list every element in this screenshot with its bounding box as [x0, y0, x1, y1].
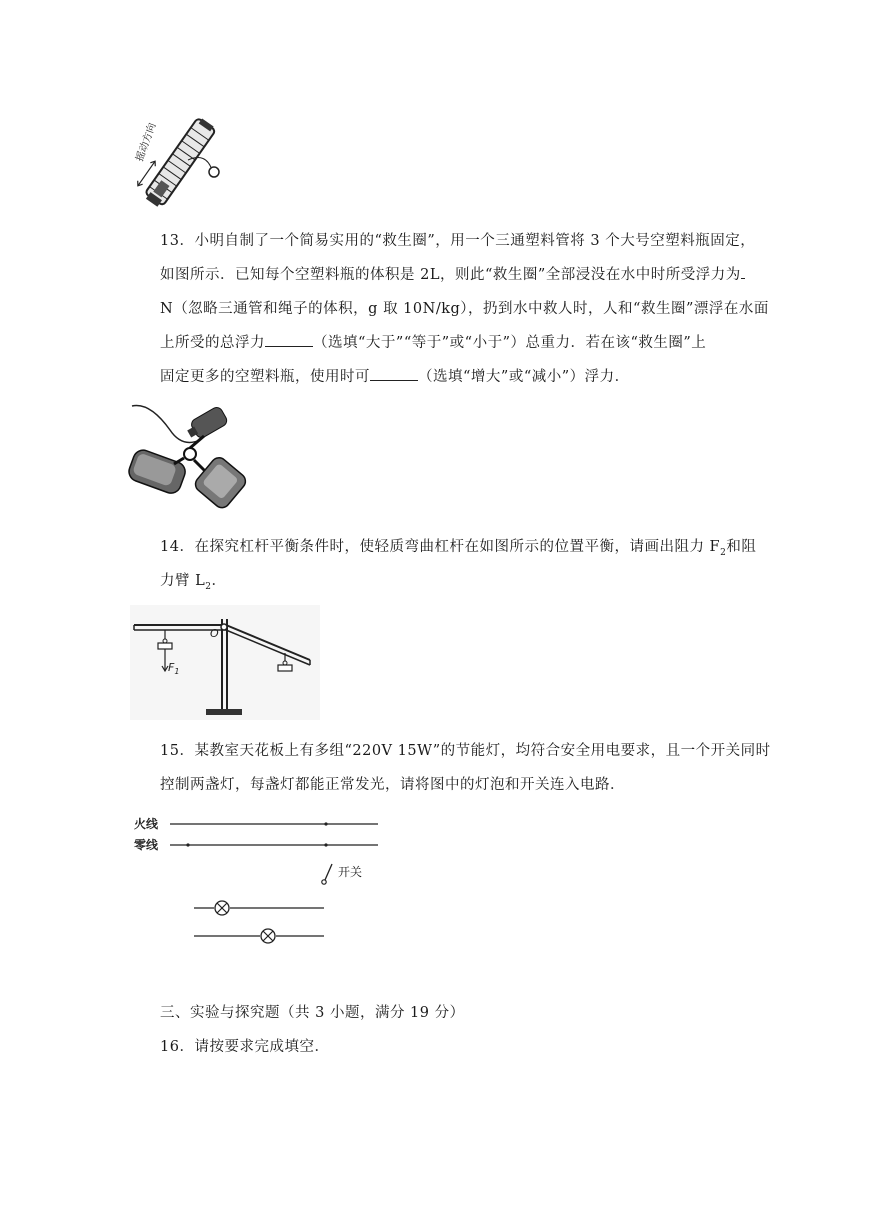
- q15-line-2: 控制两盏灯，每盏灯都能正常发光，请将图中的灯泡和开关连入电路．: [160, 777, 625, 793]
- q13-blank-1[interactable]: [741, 264, 745, 279]
- q13-line-1: 13．小明自制了一个简易实用的“救生圈”，用一个三通塑料管将 3 个大号空塑料瓶固定，: [160, 233, 756, 249]
- q14-line-1: 14．在探究杠杆平衡条件时，使轻质弯曲杠杆在如图所示的位置平衡，请画出阻力 $F_2$和阻: [160, 539, 757, 558]
- shaking-tube-figure: [128, 112, 228, 212]
- switch: [325, 864, 332, 880]
- q13-blank-3[interactable]: [370, 366, 418, 381]
- q16-number: 16．: [160, 1039, 195, 1055]
- q14-number: 14．: [160, 539, 195, 555]
- lever-figure: [130, 605, 320, 720]
- section-3-title: 三、实验与探究题（共 3 小题，满分 19 分）: [160, 1005, 465, 1021]
- question-16: 16．请按要求完成填空．: [160, 1039, 330, 1055]
- live-wire-label: 火线: [134, 817, 159, 831]
- life-buoy-figure: [130, 400, 245, 515]
- q13-number: 13．: [160, 233, 195, 249]
- q15-number: 15．: [160, 743, 195, 759]
- q15-line-1: 15．某教室天花板上有多组“220V 15W”的节能灯，均符合安全用电要求，且一个开关同时: [160, 743, 771, 759]
- q13-line-3: N（忽略三通管和绳子的体积，g 取 10N/kg），扔到水中救人时，人和“救生圈”漂浮在水面: [160, 301, 769, 317]
- pivot-label: O: [210, 627, 219, 640]
- shake-direction-label: 摇动方向: [134, 121, 159, 164]
- q13-line-2: 如图所示．已知每个空塑料瓶的体积是 2L，则此“救生圈”全部浸没在水中时所受浮力为: [160, 263, 745, 284]
- force-label: $F_1$: [168, 661, 180, 676]
- switch-label: 开关: [338, 865, 363, 879]
- q13-line-4: 上所受的总浮力 （选填“大于”“等于”或“小于”）总重力．若在该“救生圈”上: [160, 331, 706, 352]
- neutral-wire-label: 零线: [134, 838, 159, 852]
- q13-blank-2[interactable]: [265, 332, 313, 347]
- circuit-figure: [130, 810, 390, 950]
- q13-line-5: 固定更多的空塑料瓶，使用时可 （选填“增大”或“减小”）浮力．: [160, 365, 630, 386]
- q14-line-2: 力臂 $L_2$．: [160, 573, 227, 592]
- lamp-1: [215, 901, 229, 915]
- lamp-2: [261, 929, 275, 943]
